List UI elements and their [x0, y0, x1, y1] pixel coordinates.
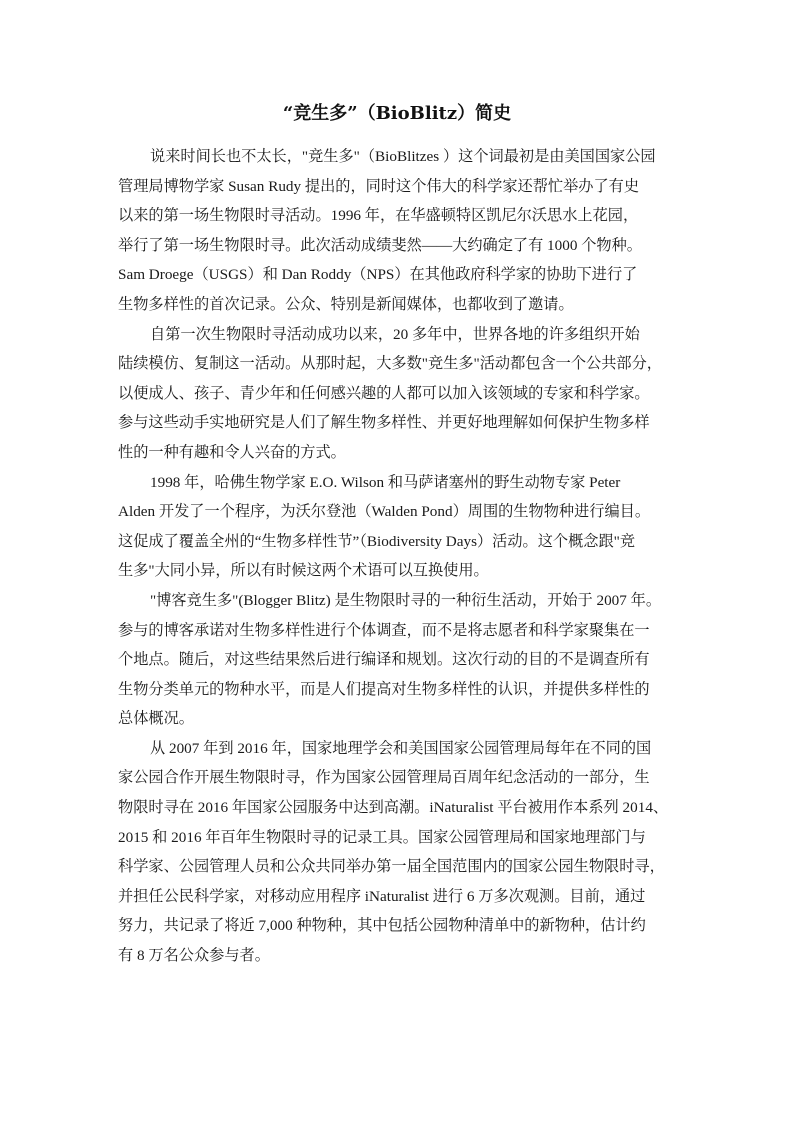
text-line: 从 2007 年到 2016 年，国家地理学会和美国国家公园管理局每年在不同的国: [150, 739, 652, 757]
paragraph-2: [118, 320, 690, 468]
text-line: 家公园合作开展生物限时寻，作为国家公园管理局百周年纪念活动的一部分，生: [118, 769, 650, 787]
text-line: Sam Droege（USGS）和 Dan Roddy（NPS）在其他政府科学家的协助下进行了: [118, 266, 638, 284]
text-line: 科学家、公园管理人员和公众共同举办第一届全国范围内的国家公园生物限时寻，: [118, 858, 665, 876]
text-line: "博客竞生多"(Blogger Blitz) 是生物限时寻的一种衍生活动，开始于 2007 年。: [150, 591, 662, 609]
text-line: 生物分类单元的物种水平，而是人们提高对生物多样性的认识，并提供多样性的: [118, 680, 650, 698]
text-line: 以来的第一场生物限时寻活动。1996 年，在华盛顿特区凯尼尔沃思水上花园，: [118, 207, 639, 225]
paragraph-1: [118, 142, 690, 320]
text-line: 管理局博物学家 Susan Rudy 提出的，同时这个伟大的科学家还帮忙举办了有史: [118, 177, 640, 195]
text-line: 生物多样性的首次记录。公众、特别是新闻媒体，也都收到了邀请。: [118, 295, 574, 313]
text-line: 努力，共记录了将近 7,000 种物种，其中包括公园物种清单中的新物种，估计约: [118, 917, 646, 935]
text-line: 参与的博客承诺对生物多样性进行个体调查，而不是将志愿者和科学家聚集在一: [118, 621, 650, 639]
text-line: 个地点。随后，对这些结果然后进行编译和规划。这次行动的目的不是调查所有: [118, 651, 650, 669]
text-line: 陆续模仿、复制这一活动。从那时起，大多数"竞生多"活动都包含一个公共部分，: [118, 355, 662, 373]
text-line: 参与这些动手实地研究是人们了解生物多样性、并更好地理解如何保护生物多样: [118, 414, 650, 432]
text-line: 并担任公民科学家，对移动应用程序 iNaturalist 进行 6 万多次观测。目前，通过: [118, 887, 646, 905]
text-line: 举行了第一场生物限时寻。此次活动成绩斐然——大约确定了有 1000 个物种。: [118, 236, 642, 254]
paragraph-4: [118, 586, 690, 734]
document-title: “竞生多”（BioBlitz）简史: [282, 103, 512, 124]
text-line: 性的一种有趣和令人兴奋的方式。: [118, 443, 346, 461]
document-body: [118, 142, 690, 971]
paragraph-5: [118, 734, 690, 971]
text-line: 生多"大同小异，所以有时候这两个术语可以互换使用。: [118, 562, 489, 580]
text-line: 这促成了覆盖全州的“生物多样性节”（Biodiversity Days）活动。这个概念跟"竞: [118, 532, 636, 550]
text-line: Alden 开发了一个程序，为沃尔登池（Walden Pond）周围的生物物种进行编目。: [118, 503, 651, 521]
text-line: 以便成人、孩子、青少年和任何感兴趣的人都可以加入该领域的专家和科学家。: [118, 384, 650, 402]
text-line: 总体概况。: [118, 710, 194, 728]
text-line: 自第一次生物限时寻活动成功以来，20 多年中，世界各地的许多组织开始: [150, 325, 640, 343]
text-line: 2015 和 2016 年百年生物限时寻的记录工具。国家公园管理局和国家地理部门与: [118, 828, 646, 846]
text-line: 说来时间长也不太长，"竞生多"（BioBlitzes ）这个词最初是由美国国家公园: [150, 148, 656, 165]
paragraph-3: [118, 468, 690, 586]
text-line: 物限时寻在 2016 年国家公园服务中达到高潮。iNaturalist 平台被用作本系列 2014、: [118, 799, 669, 817]
text-line: 1998 年，哈佛生物学家 E.O. Wilson 和马萨诸塞州的野生动物专家 Peter: [150, 473, 621, 491]
text-line: 有 8 万名公众参与者。: [118, 947, 270, 965]
